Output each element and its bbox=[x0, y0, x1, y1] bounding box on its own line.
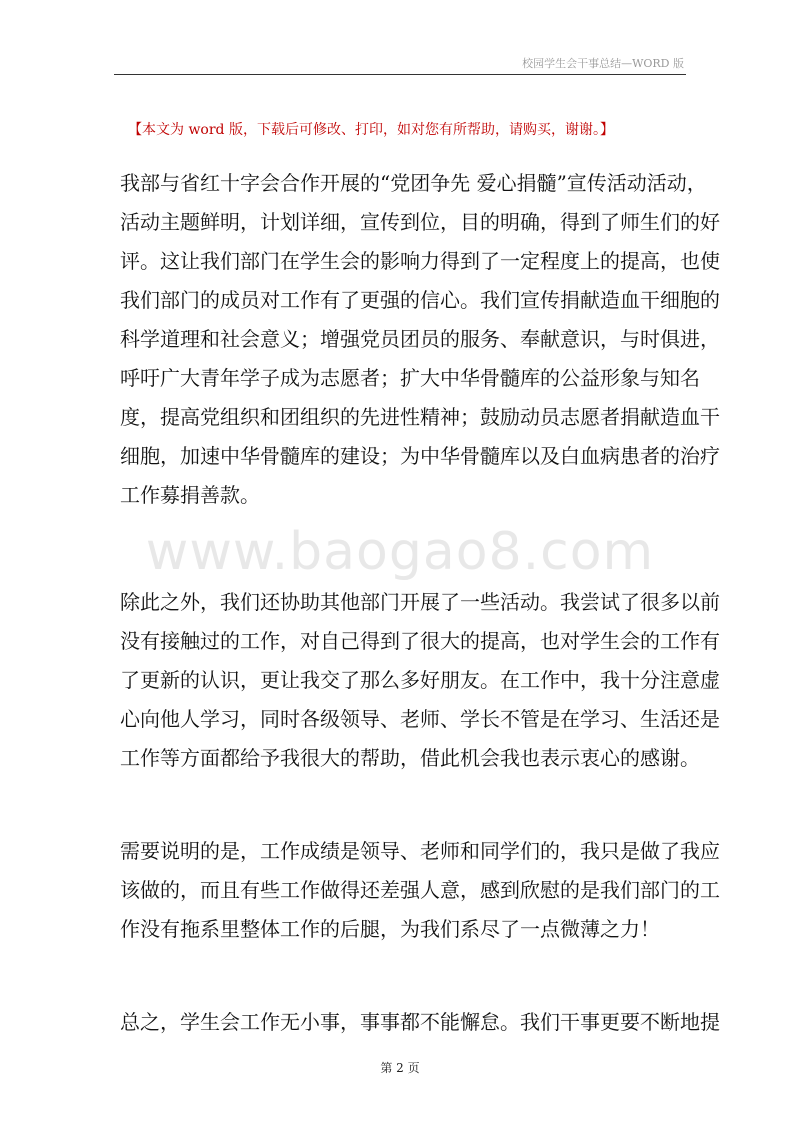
text-line: 我们部门的成员对工作有了更强的信心。我们宣传捐献造血干细胞的 bbox=[120, 288, 720, 312]
paragraph-1 bbox=[120, 164, 720, 515]
text-line: 我部与省红十字会合作开展的“党团争先 爱心捐髓”宣传活动活动， bbox=[120, 171, 707, 195]
text-line: 没有接触过的工作，对自己得到了很大的提高，也对学生会的工作有 bbox=[120, 629, 720, 653]
text-line: 呼吁广大青年学子成为志愿者；扩大中华骨髓库的公益形象与知名 bbox=[120, 366, 700, 390]
text-line: 该做的，而且有些工作做得还差强人意，感到欣慰的是我们部门的工 bbox=[120, 878, 720, 902]
paragraph-3 bbox=[120, 832, 720, 949]
page-number: 第 2 页 bbox=[380, 1061, 420, 1075]
paragraph-4 bbox=[120, 1003, 720, 1042]
watermark: www.baogao8.com bbox=[145, 522, 655, 582]
text-line: 科学道理和社会意义；增强党员团员的服务、奉献意识，与时俱进， bbox=[120, 327, 720, 351]
running-header: 校园学生会干事总结—WORD 版 bbox=[522, 57, 684, 70]
text-line: 活动主题鲜明，计划详细，宣传到位，目的明确，得到了师生们的好 bbox=[120, 210, 720, 234]
text-line: 度，提高党组织和团组织的先进性精神；鼓励动员志愿者捐献造血干 bbox=[120, 405, 720, 429]
text-line: 心向他人学习，同时各级领导、老师、学长不管是在学习、生活还是 bbox=[120, 707, 720, 731]
text-line: 评。这让我们部门在学生会的影响力得到了一定程度上的提高，也使 bbox=[120, 249, 720, 273]
purchase-notice: 【本文为 word 版，下载后可修改、打印，如对您有所帮助，请购买，谢谢。】 bbox=[128, 122, 614, 138]
text-line: 细胞，加速中华骨髓库的建设；为中华骨髓库以及白血病患者的治疗 bbox=[120, 444, 720, 468]
text-line: 除此之外，我们还协助其他部门开展了一些活动。我尝试了很多以前 bbox=[120, 590, 720, 614]
paragraph-2 bbox=[120, 583, 720, 778]
text-line: 总之，学生会工作无小事，事事都不能懈怠。我们干事更要不断地提 bbox=[120, 1010, 720, 1034]
text-line: 需要说明的是，工作成绩是领导、老师和同学们的，我只是做了我应 bbox=[120, 839, 720, 863]
text-line: 了更新的认识，更让我交了那么多好朋友。在工作中，我十分注意虚 bbox=[120, 668, 720, 692]
text-line: 作没有拖系里整体工作的后腿，为我们系尽了一点微薄之力！ bbox=[120, 917, 660, 941]
text-line: 工作等方面都给予我很大的帮助，借此机会我也表示衷心的感谢。 bbox=[120, 746, 700, 770]
text-line: 工作募捐善款。 bbox=[120, 483, 260, 507]
header-divider bbox=[114, 74, 686, 75]
